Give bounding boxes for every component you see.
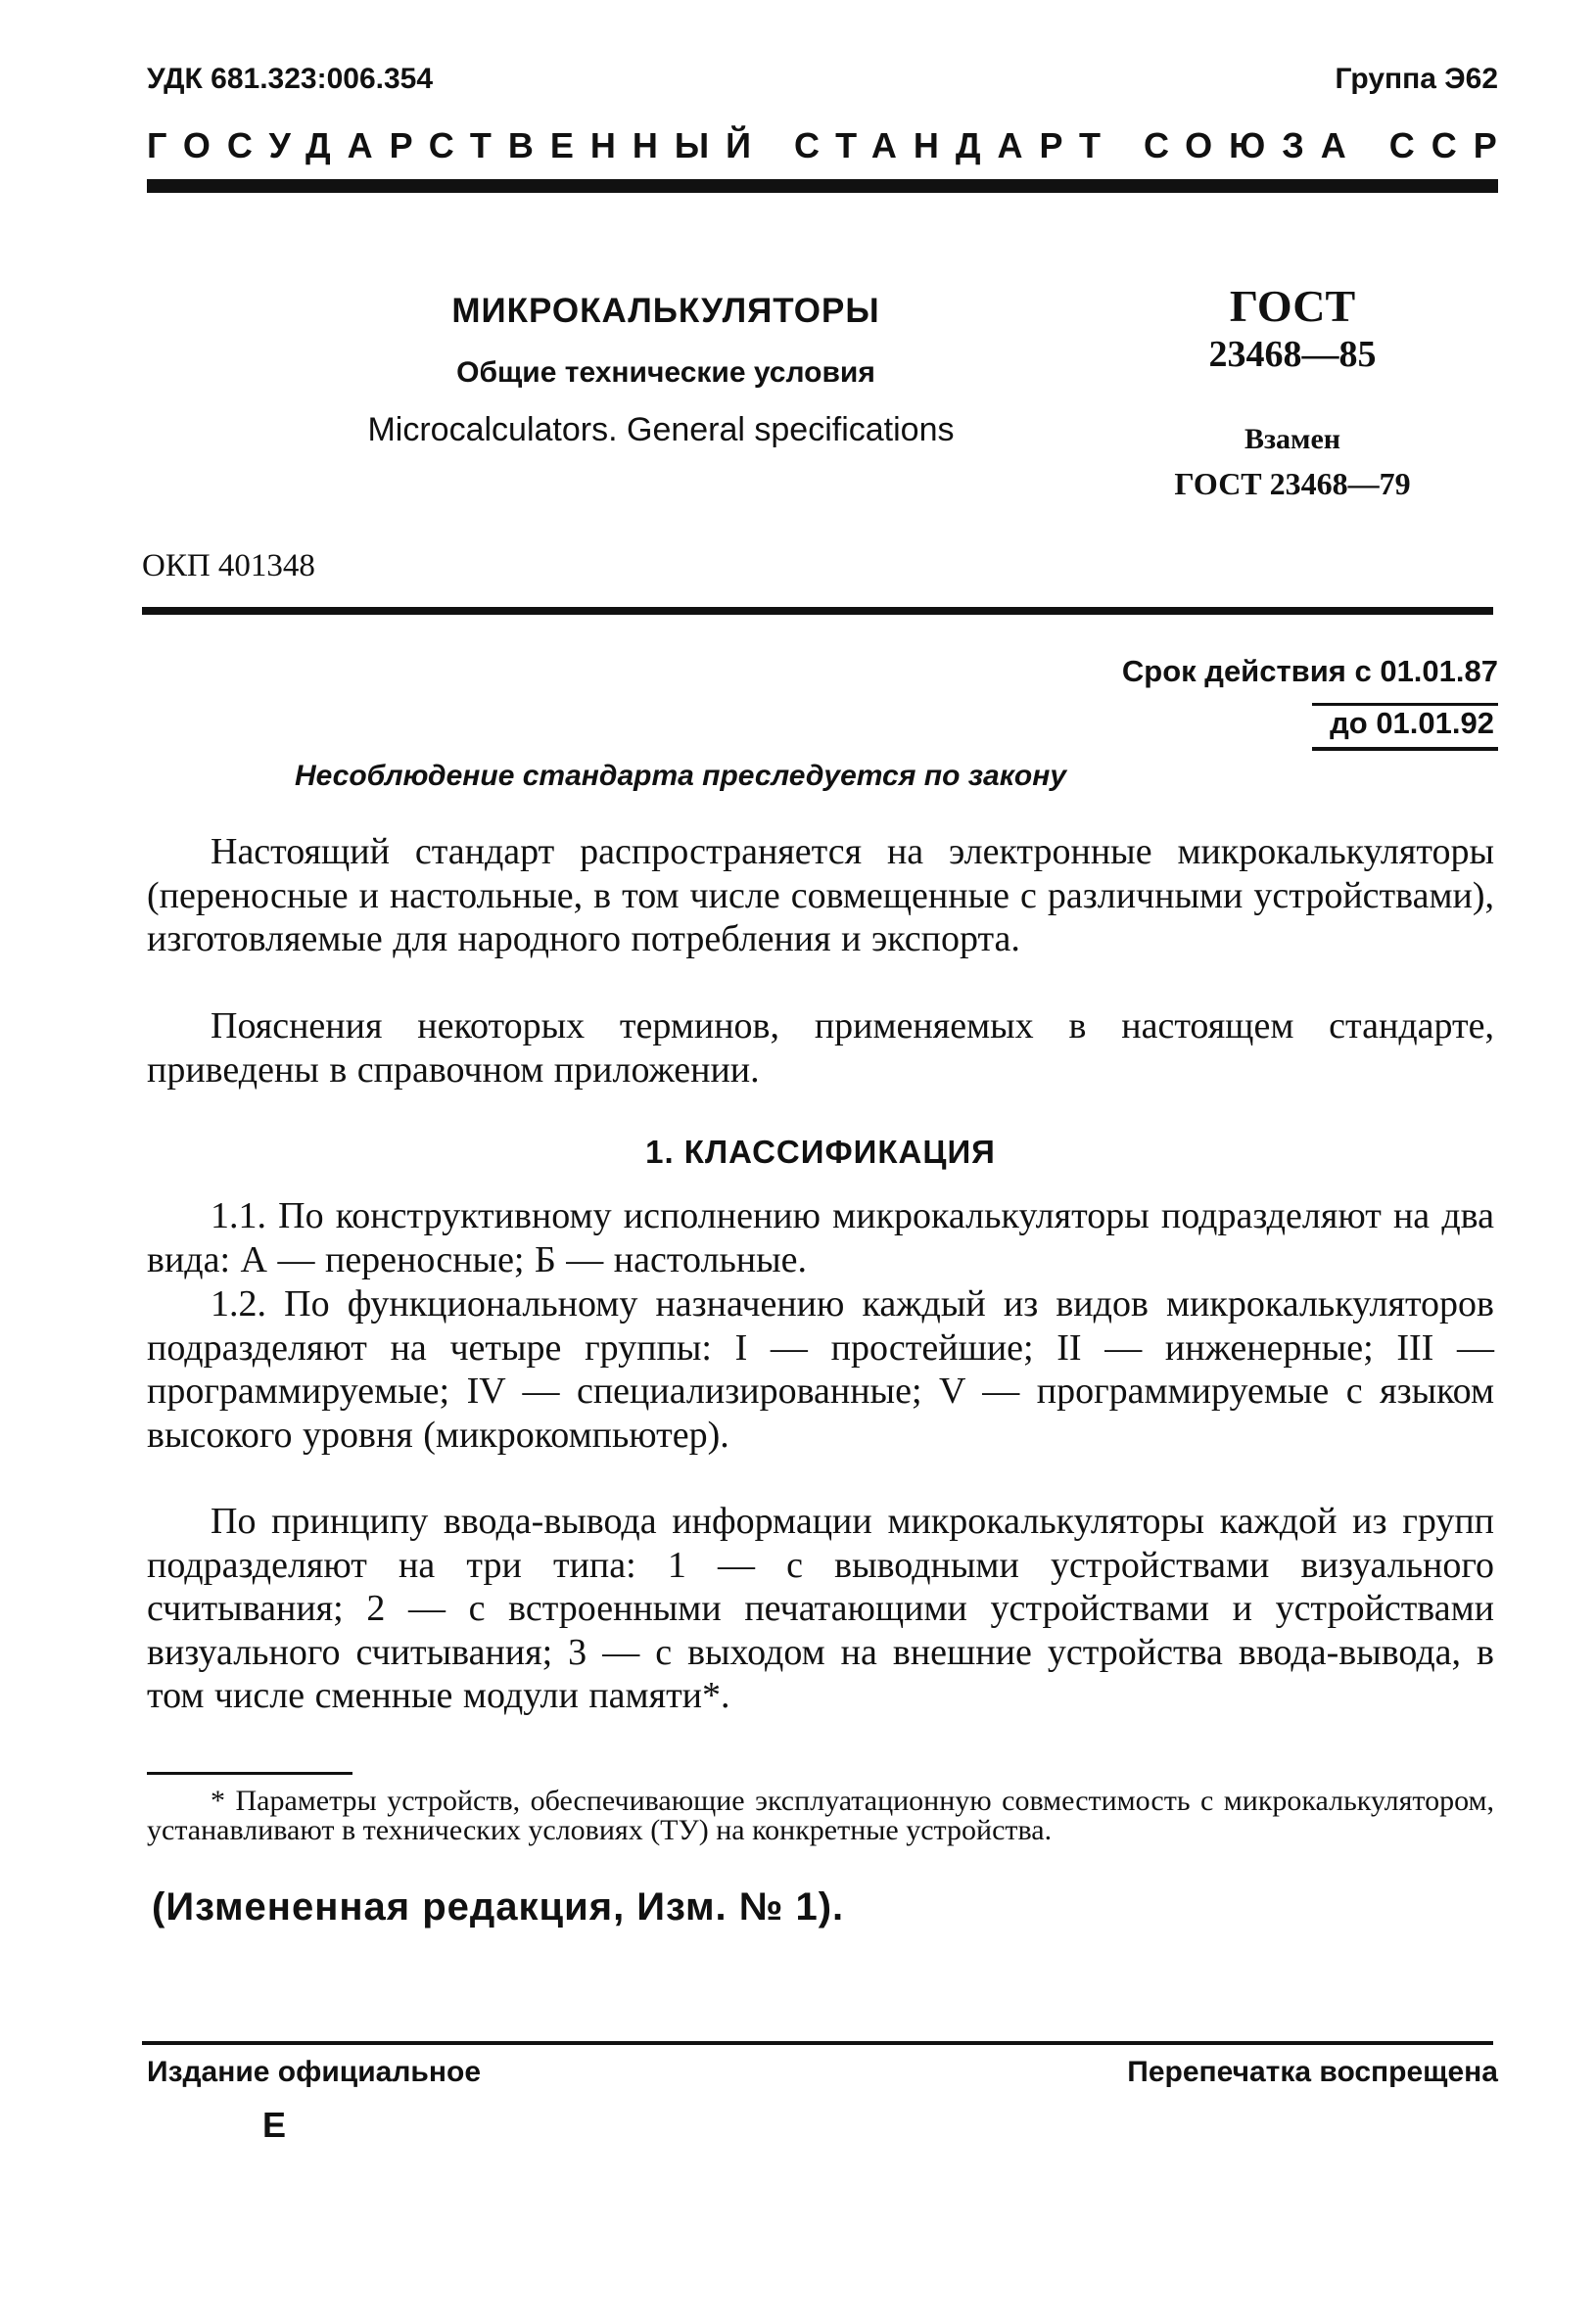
paragraph-1-2: 1.2. По функциональному назначению каждый из видов микрокалькуляторов подразделяют на четыре группы: I — простейшие; II — инженерные; III — программируемые; IV — специализированные; V — программируемые с языком высокого уровня (микрокомпьютер). bbox=[147, 1283, 1494, 1456]
middle-rule bbox=[142, 607, 1493, 615]
reprint-notice: Перепечатка воспрещена bbox=[1127, 2056, 1498, 2088]
footnote: * Параметры устройств, обеспечивающие эксплуатационную совместимость с микрокалькулятором, устанавливают в технических условиях (ТУ) на конкретные устройства. bbox=[147, 1785, 1494, 1846]
amendment-note: (Измененная редакция, Изм. № 1). bbox=[152, 1885, 845, 1929]
replaces-number: ГОСТ 23468—79 bbox=[1174, 466, 1411, 501]
validity-from: Срок действия с 01.01.87 bbox=[1121, 654, 1498, 688]
validity-to: до 01.01.92 bbox=[1312, 703, 1498, 751]
bottom-rule bbox=[142, 2041, 1493, 2045]
section-heading: 1. КЛАССИФИКАЦИЯ bbox=[645, 1134, 996, 1170]
replaces-label: Взамен bbox=[1244, 423, 1341, 455]
document-subtitle: Общие технические условия bbox=[456, 356, 875, 389]
validity-to-box bbox=[1312, 703, 1498, 751]
english-title: Microcalculators. General specifications bbox=[367, 411, 955, 448]
footnote-rule bbox=[147, 1772, 352, 1775]
group-code: Группа Э62 bbox=[1335, 63, 1498, 95]
top-rule bbox=[147, 179, 1498, 193]
paragraph-1-1: 1.1. По конструктивному исполнению микрокалькуляторы подразделяют на два вида: А — переносные; Б — настольные. bbox=[147, 1195, 1494, 1280]
paragraph-terms: Пояснения некоторых терминов, применяемых в настоящем стандарте, приведены в справочном приложении. bbox=[147, 1005, 1494, 1091]
non-observance-notice: Несоблюдение стандарта преследуется по закону bbox=[294, 760, 1067, 792]
okp-code: ОКП 401348 bbox=[142, 548, 315, 583]
paragraph-scope: Настоящий стандарт распространяется на электронные микрокалькуляторы (переносные и настольные, в том числе совмещенные с различными устройствами), изготовляемые для народного потребления и экспорта. bbox=[147, 831, 1494, 959]
document-title: МИКРОКАЛЬКУЛЯТОРЫ bbox=[451, 292, 880, 330]
gost-label: ГОСТ bbox=[1229, 281, 1356, 331]
edition-mark: Е bbox=[262, 2105, 287, 2145]
gost-number: 23468—85 bbox=[1208, 334, 1377, 375]
state-standard-banner: ГОСУДАРСТВЕННЫЙ СТАНДАРТ СОЮЗА ССР bbox=[147, 125, 1514, 165]
udk-code: УДК 681.323:006.354 bbox=[147, 63, 434, 95]
paragraph-io-types: По принципу ввода-вывода информации микрокалькуляторы каждой из групп подразделяют на три типа: 1 — с выводными устройствами визуального считывания; 2 — с встроенными печатающими устройствами и устройствами визуального считывания; 3 — с выходом на внешние устройства ввода-вывода, в том числе сменные модули памяти*. bbox=[147, 1501, 1494, 1716]
edition-label: Издание официальное bbox=[147, 2056, 482, 2088]
